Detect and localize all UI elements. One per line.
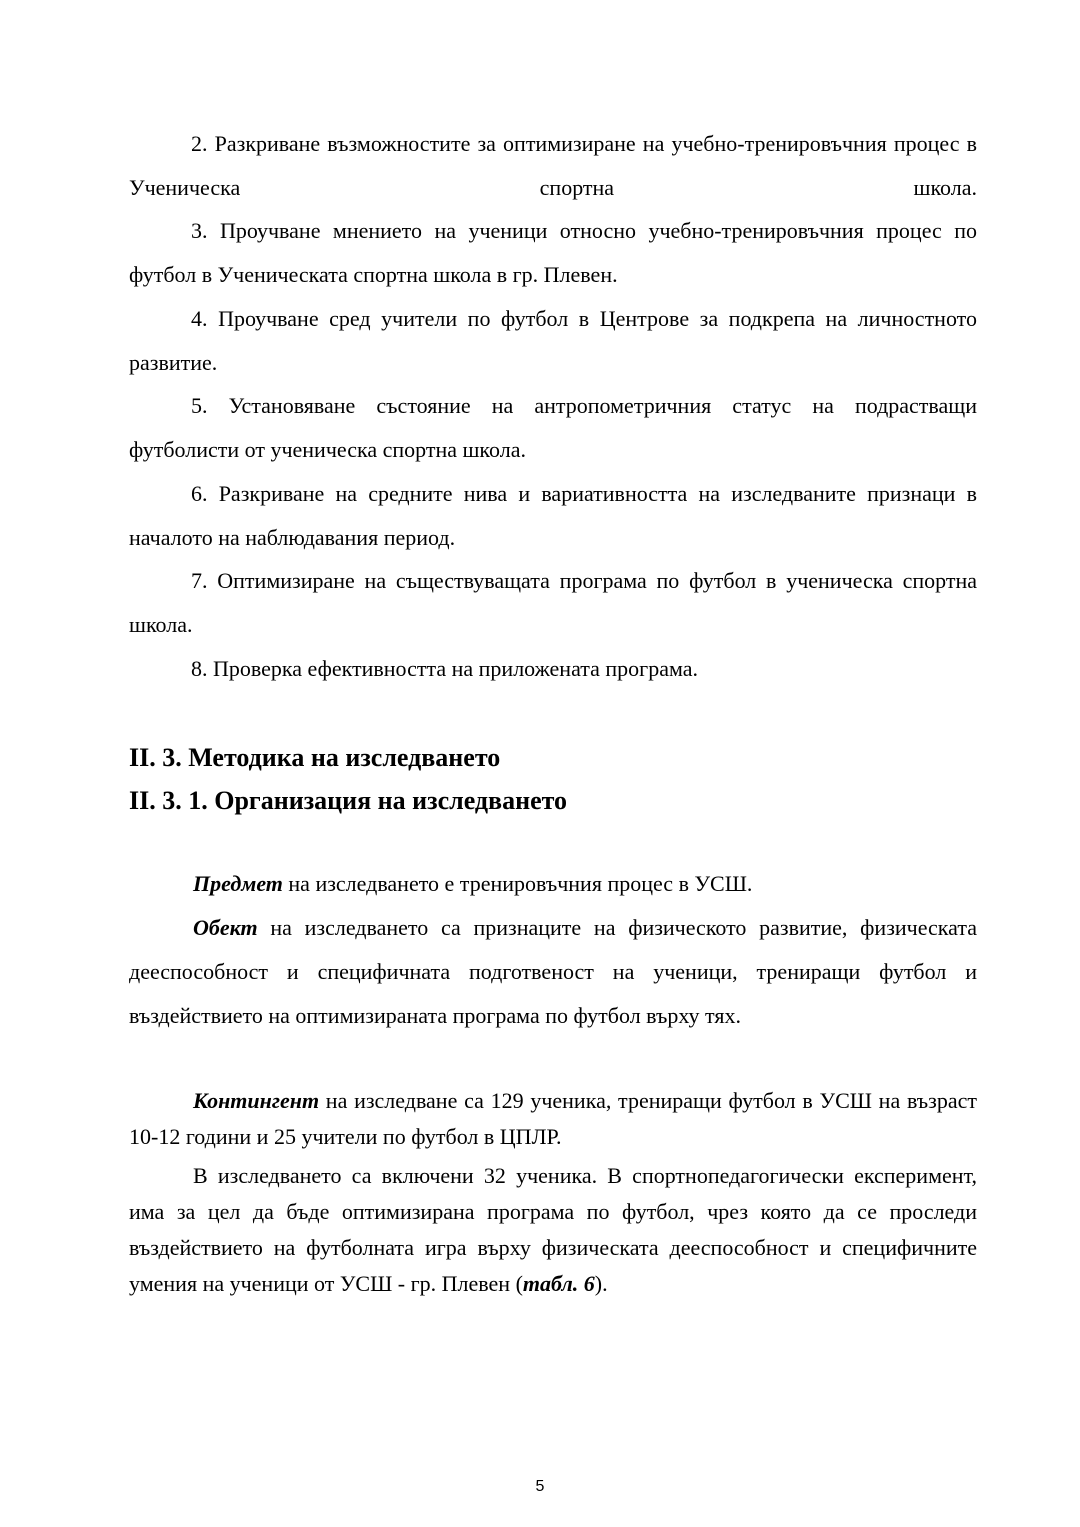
list-item-7: 7. Оптимизиране на съществуващата програма по футбол в ученическа спортна школа.: [129, 568, 977, 637]
contingent-paragraph: [129, 1083, 977, 1155]
list-item-8: 8. Проверка ефективността на приложената програма.: [191, 656, 699, 681]
subject-text: на изследването е тренировъчния процес в УСШ.: [282, 871, 753, 896]
experiment-close: ).: [594, 1271, 608, 1296]
object-text: на изследването са признаците на физическото развитие, физическата дееспособност и специфичната подготвеност на ученици, трениращи футбол и въздействието на оптимизираната програма по футбол върху тях.: [129, 915, 977, 1028]
section-subheading: II. 3. 1. Организация на изследването: [129, 786, 568, 815]
list-item-6: 6. Разкриване на средните нива и вариативността на изследваните признаци в началото на наблюдавания период.: [129, 481, 977, 550]
page-number: 5: [535, 1478, 545, 1495]
subject-term: Предмет: [193, 871, 283, 896]
contingent-term: Контингент: [193, 1088, 320, 1113]
subject-paragraph: [129, 862, 977, 906]
section-heading: II. 3. Методика на изследването: [129, 743, 501, 772]
table-reference: табл. 6: [522, 1271, 595, 1296]
object-paragraph: [129, 906, 977, 1038]
experiment-text: В изследването са включени 32 ученика. В спортнопедагогически експеримент, има за цел да бъде оптимизирана програма по футбол, чрез която да се проследи въздействието на футболната игра върху физическата дееспособност и специфичните умения на ученици от УСШ - гр. Плевен (: [129, 1163, 977, 1296]
experiment-paragraph: [129, 1158, 977, 1302]
list-item-5: 5. Установяване състояние на антропометричния статус на подрастващи футболисти от ученическа спортна школа.: [129, 393, 977, 462]
list-item-4: 4. Проучване сред учители по футбол в Центрове за подкрепа на личностното развитие.: [129, 306, 977, 375]
list-item-2: 2. Разкриване възможностите за оптимизиране на учебно-тренировъчния процес в Ученическа спортна школа.: [129, 131, 977, 200]
object-term: Обект: [193, 915, 258, 940]
list-item-3: 3. Проучване мнението на ученици относно учебно-тренировъчния процес по футбол в Ученическата спортна школа в гр. Плевен.: [129, 218, 977, 287]
contingent-text: на изследване са 129 ученика, трениращи футбол в УСШ на възраст 10-12 години и 25 учители по футбол в ЦПЛР.: [129, 1088, 977, 1149]
